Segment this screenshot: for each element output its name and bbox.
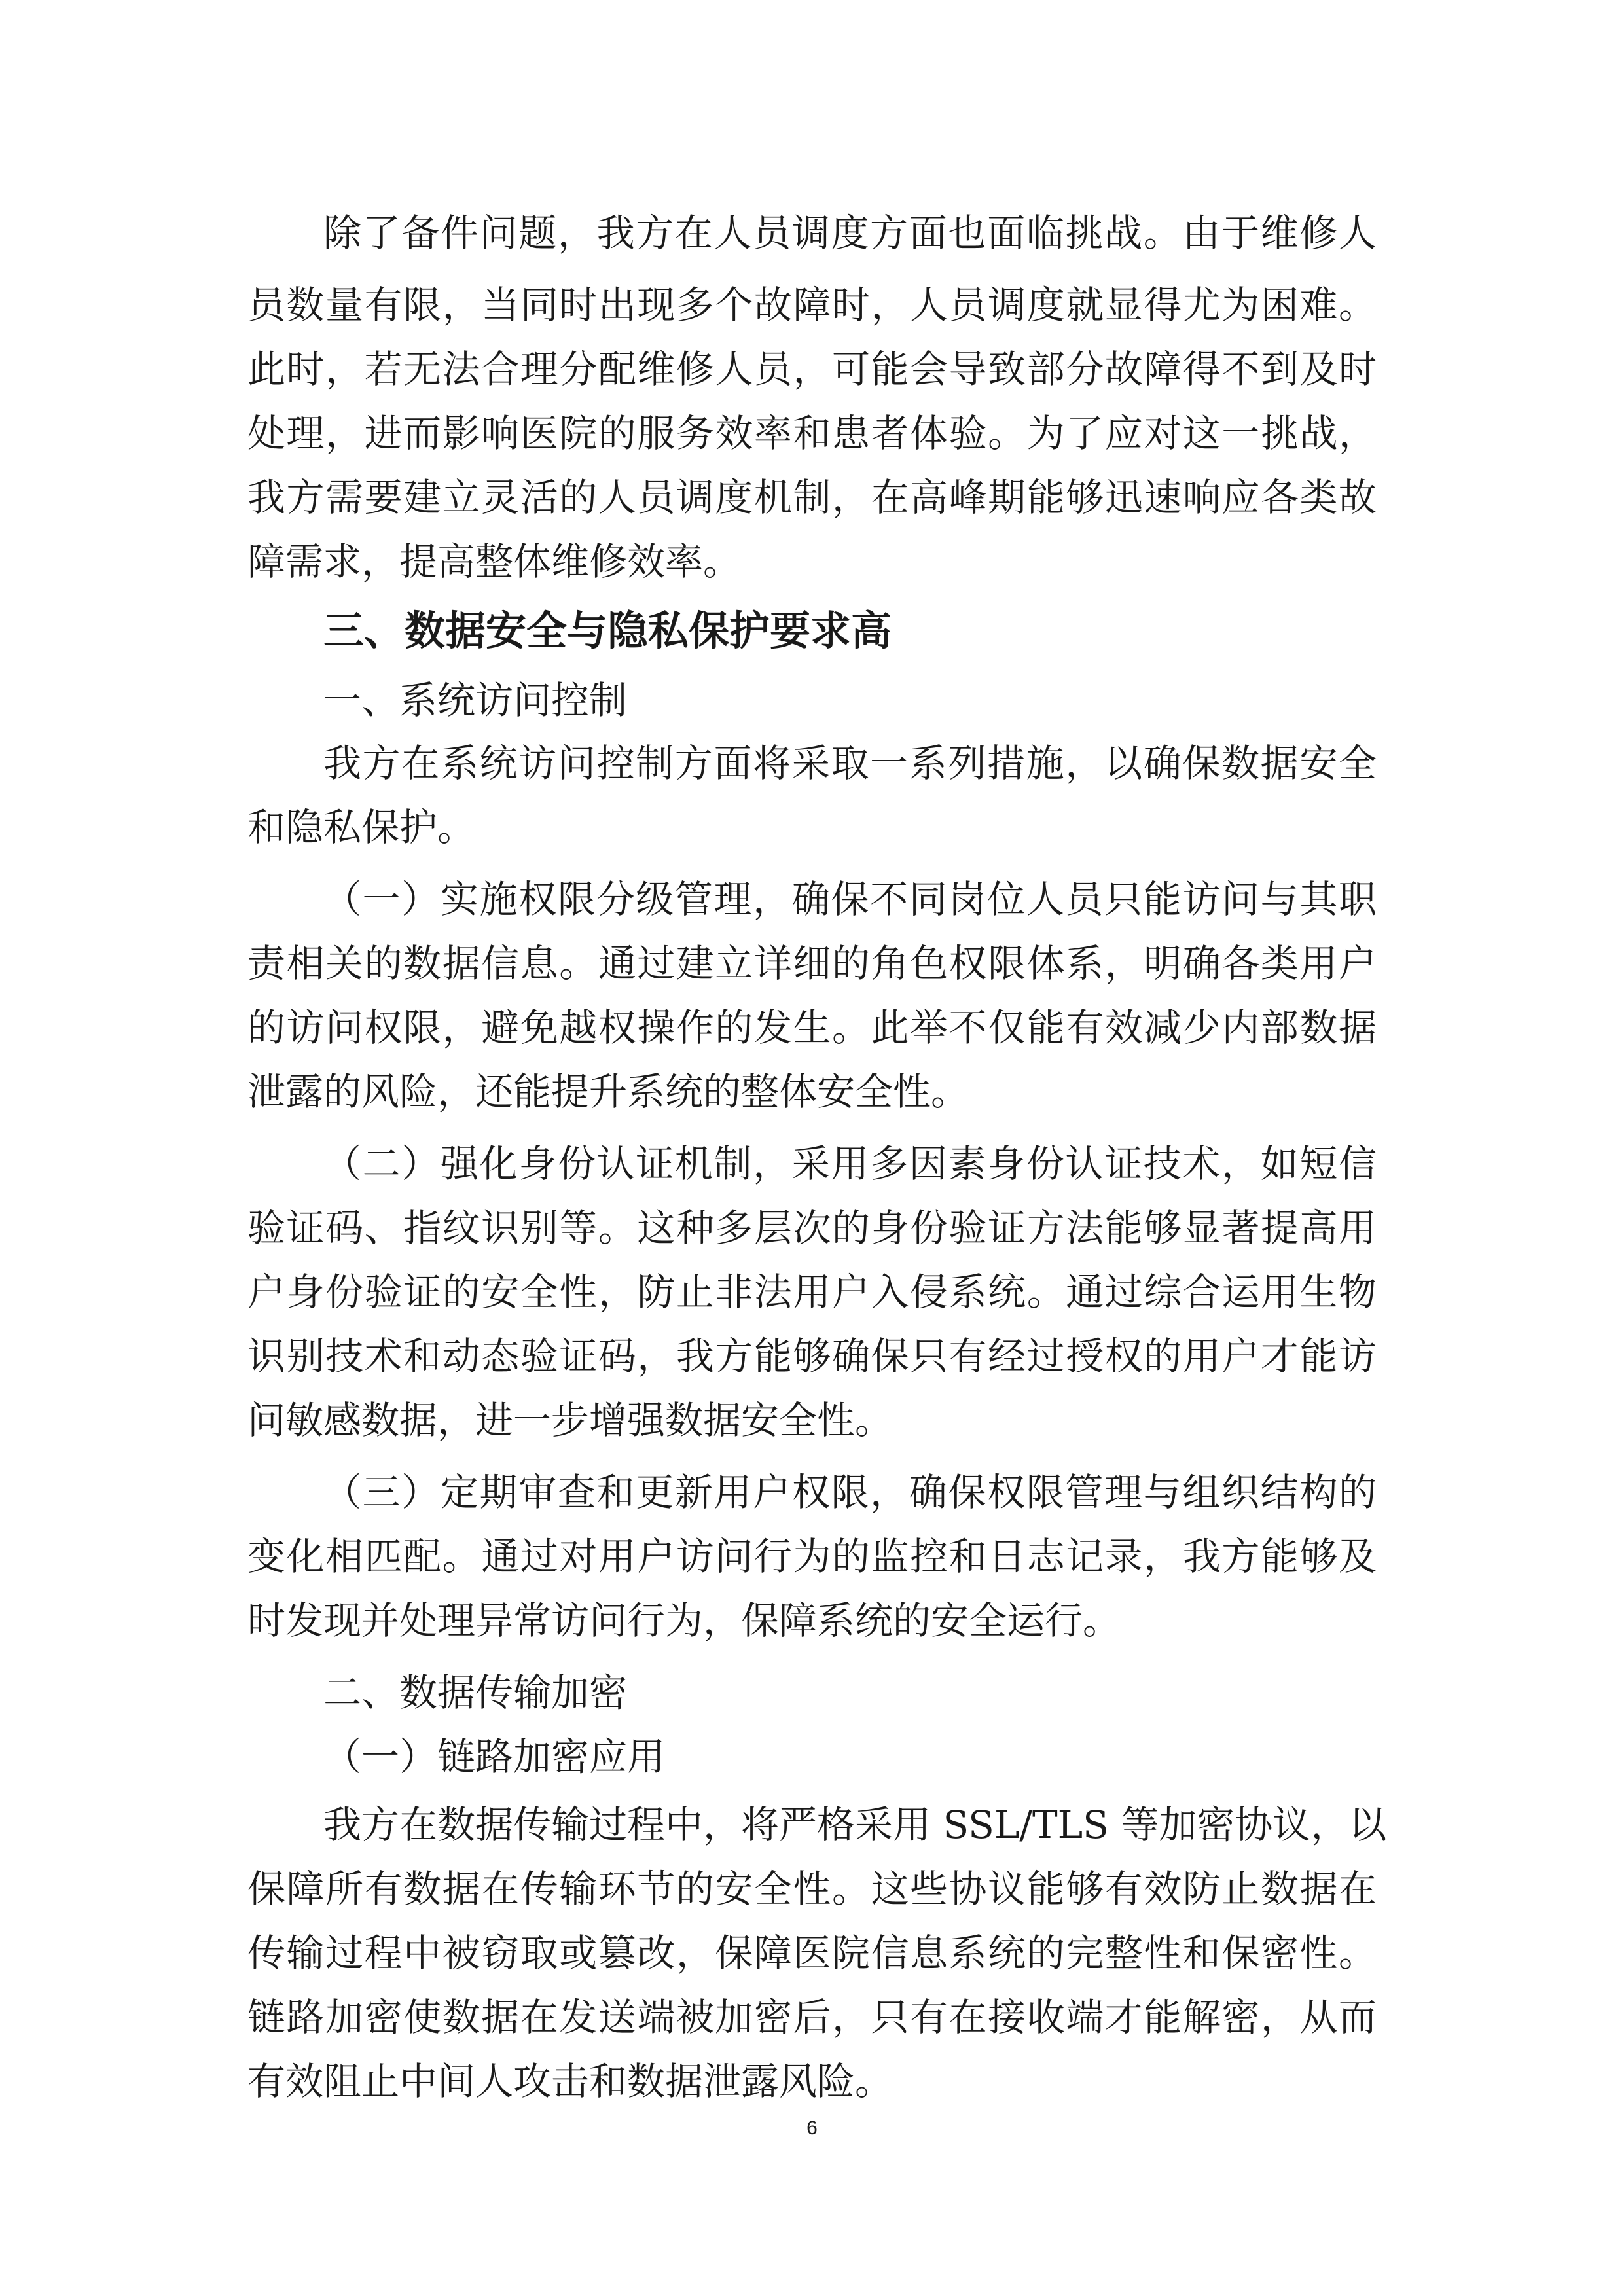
text-line: 验证码、指纹识别等。这种多层次的身份验证方法能够显著提高用 — [247, 1206, 1377, 1250]
text-line: 变化相匹配。通过对用户访问行为的监控和日志记录，我方能够及 — [247, 1534, 1377, 1579]
text-line: 处理，进而影响医院的服务效率和患者体验。为了应对这一挑战， — [247, 411, 1377, 456]
text-line: （三）定期审查和更新用户权限，确保权限管理与组织结构的 — [323, 1470, 1377, 1515]
subsection-title-data-encryption: 二、数据传输加密 — [323, 1670, 628, 1715]
text-line: 我方需要建立灵活的人员调度机制，在高峰期能够迅速响应各类故 — [247, 475, 1377, 520]
text-line: 识别技术和动态验证码，我方能够确保只有经过授权的用户才能访 — [247, 1334, 1377, 1378]
text-line: 除了备件问题，我方在人员调度方面也面临挑战。由于维修人 — [323, 211, 1377, 255]
text-line: 户身份验证的安全性，防止非法用户入侵系统。通过综合运用生物 — [247, 1270, 1377, 1314]
text-line: 障需求，提高整体维修效率。 — [247, 539, 742, 584]
text-line: 此时，若无法合理分配维修人员，可能会导致部分故障得不到及时 — [247, 347, 1377, 391]
section-heading: 三、数据安全与隐私保护要求高 — [323, 607, 892, 655]
text-line: 员数量有限，当同时出现多个故障时，人员调度就显得尤为困难。 — [247, 283, 1377, 327]
text-line: 我方在数据传输过程中，将严格采用 SSL/TLS 等加密协议，以 — [323, 1803, 1387, 1847]
text-line: 泄露的风险，还能提升系统的整体安全性。 — [247, 1069, 969, 1114]
text-line: （二）强化身份认证机制，采用多因素身份认证技术，如短信 — [323, 1141, 1377, 1186]
text-line: （一）实施权限分级管理，确保不同岗位人员只能访问与其职 — [323, 877, 1377, 922]
text-line: 保障所有数据在传输环节的安全性。这些协议能够有效防止数据在 — [247, 1867, 1377, 1911]
text-line: 问敏感数据，进一步增强数据安全性。 — [247, 1398, 893, 1443]
text-line: 的访问权限，避免越权操作的发生。此举不仅能有效减少内部数据 — [247, 1005, 1377, 1050]
text-line: 时发现并处理异常访问行为，保障系统的安全运行。 — [247, 1598, 1121, 1643]
text-line: 传输过程中被窃取或篡改，保障医院信息系统的完整性和保密性。 — [247, 1931, 1377, 1975]
page-number: 6 — [806, 2117, 818, 2139]
text-line: 我方在系统访问控制方面将采取一系列措施，以确保数据安全 — [323, 741, 1377, 785]
text-line: 和隐私保护。 — [247, 805, 476, 850]
subsection-title-access-control: 一、系统访问控制 — [323, 678, 628, 723]
text-line: 链路加密使数据在发送端被加密后，只有在接收端才能解密，从而 — [247, 1995, 1377, 2039]
item-title-link-encryption: （一）链路加密应用 — [323, 1734, 666, 1779]
text-line: 责相关的数据信息。通过建立详细的角色权限体系，明确各类用户 — [247, 941, 1377, 986]
text-line: 有效阻止中间人攻击和数据泄露风险。 — [247, 2059, 893, 2104]
